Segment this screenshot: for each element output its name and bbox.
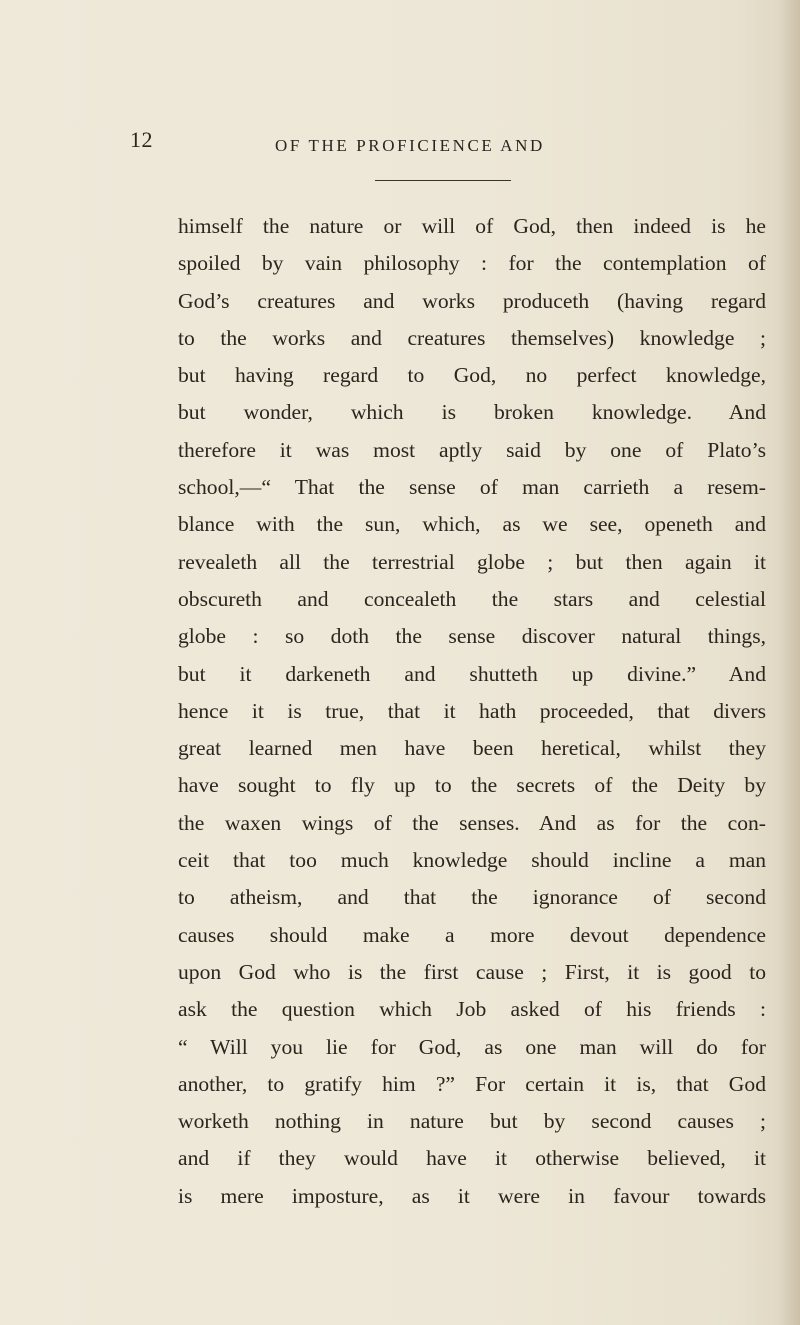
text-line: and if they would have it otherwise believed, it: [178, 1146, 766, 1171]
running-title: OF THE PROFICIENCE AND: [275, 136, 545, 155]
text-line: is mere imposture, as it were in favour towards: [178, 1183, 766, 1208]
text-line: therefore it was most aptly said by one of Plato’s: [178, 437, 766, 462]
text-line: upon God who is the first cause ; First, it is good to: [178, 959, 766, 984]
text-line: worketh nothing in nature but by second causes ;: [178, 1109, 766, 1134]
text-line: globe : so doth the sense discover natural things,: [178, 624, 766, 649]
text-line: to the works and creatures themselves) knowledge ;: [178, 325, 766, 350]
text-line: ceit that too much knowledge should incline a man: [178, 848, 766, 873]
body-text: [178, 208, 766, 1215]
text-line: but having regard to God, no perfect knowledge,: [178, 363, 766, 388]
text-line: spoiled by vain philosophy : for the contemplation of: [178, 251, 766, 276]
text-line: obscureth and concealeth the stars and celestial: [178, 586, 766, 611]
running-head: [130, 127, 690, 159]
header-rule: [375, 180, 511, 181]
text-line: himself the nature or will of God, then indeed is he: [178, 214, 766, 238]
text-line: blance with the sun, which, as we see, openeth and: [178, 512, 766, 537]
text-line: great learned men have been heretical, whilst they: [178, 736, 766, 761]
text-line: the waxen wings of the senses. And as for the con-: [178, 810, 766, 835]
text-line: revealeth all the terrestrial globe ; but then again it: [178, 549, 766, 574]
text-line: but it darkeneth and shutteth up divine.” And: [178, 661, 766, 686]
text-line: God’s creatures and works produceth (having regard: [178, 288, 766, 313]
text-line: ask the question which Job asked of his friends :: [178, 997, 766, 1022]
text-line: hence it is true, that it hath proceeded, that divers: [178, 698, 766, 723]
text-line: causes should make a more devout dependence: [178, 922, 766, 947]
text-line: have sought to fly up to the secrets of the Deity by: [178, 773, 766, 798]
text-line: to atheism, and that the ignorance of second: [178, 885, 766, 910]
page-number: 12: [130, 127, 153, 152]
text-line: “ Will you lie for God, as one man will do for: [178, 1034, 766, 1059]
text-line: school,—“ That the sense of man carrieth a resem-: [178, 475, 766, 500]
text-line: but wonder, which is broken knowledge. And: [178, 400, 766, 425]
page-edge-shadow: [778, 0, 800, 1325]
text-line: another, to gratify him ?” For certain it is, that God: [178, 1071, 766, 1096]
